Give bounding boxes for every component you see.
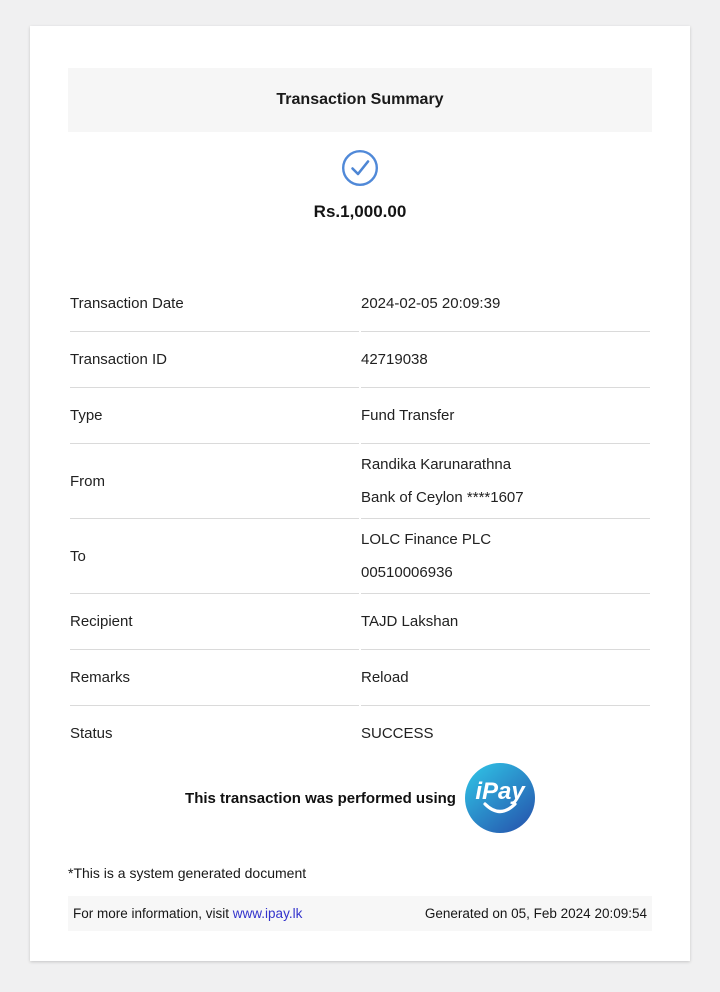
table-row (70, 444, 650, 519)
row-label: From (70, 444, 359, 519)
row-value: Fund Transfer (361, 388, 650, 444)
performed-using-label: This transaction was performed using (185, 789, 456, 807)
receipt-header (68, 68, 652, 132)
row-value: 2024-02-05 20:09:39 (361, 276, 650, 332)
status-value: SUCCESS (361, 725, 434, 742)
footer-bar (68, 896, 652, 931)
page-title: Transaction Summary (276, 91, 444, 108)
footer-info-text: For more information, visit (73, 906, 233, 921)
branding-row (68, 763, 652, 833)
row-label: Transaction Date (70, 276, 359, 332)
row-label: Recipient (70, 594, 359, 650)
footer-info (73, 906, 302, 921)
table-row (70, 388, 650, 444)
row-label: Type (70, 388, 359, 444)
status-section (68, 149, 652, 222)
check-circle-icon (341, 149, 379, 187)
row-label: Transaction ID (70, 332, 359, 388)
transaction-receipt-card (30, 26, 690, 961)
generated-timestamp: Generated on 05, Feb 2024 20:09:54 (424, 906, 647, 921)
system-generated-note: *This is a system generated document (68, 865, 307, 881)
table-row (70, 276, 650, 332)
row-label: Remarks (70, 650, 359, 706)
table-row (70, 706, 650, 761)
row-value: Randika Karunarathna Bank of Ceylon ****1607 (361, 444, 650, 519)
row-label: To (70, 519, 359, 594)
svg-text:iPay: iPay (475, 778, 525, 805)
ipay-website-link[interactable]: www.ipay.lk (232, 906, 303, 921)
table-row (70, 650, 650, 706)
table-row (70, 332, 650, 388)
transaction-amount: Rs.1,000.00 (313, 202, 407, 221)
ipay-logo-icon (465, 763, 535, 833)
row-value: LOLC Finance PLC 00510006936 (361, 519, 650, 594)
row-value: 42719038 (361, 332, 650, 388)
row-value: Reload (361, 650, 650, 706)
table-row (70, 519, 650, 594)
table-row (70, 594, 650, 650)
row-value: TAJD Lakshan (361, 594, 650, 650)
transaction-details-table (68, 276, 652, 761)
row-label: Status (70, 725, 113, 742)
